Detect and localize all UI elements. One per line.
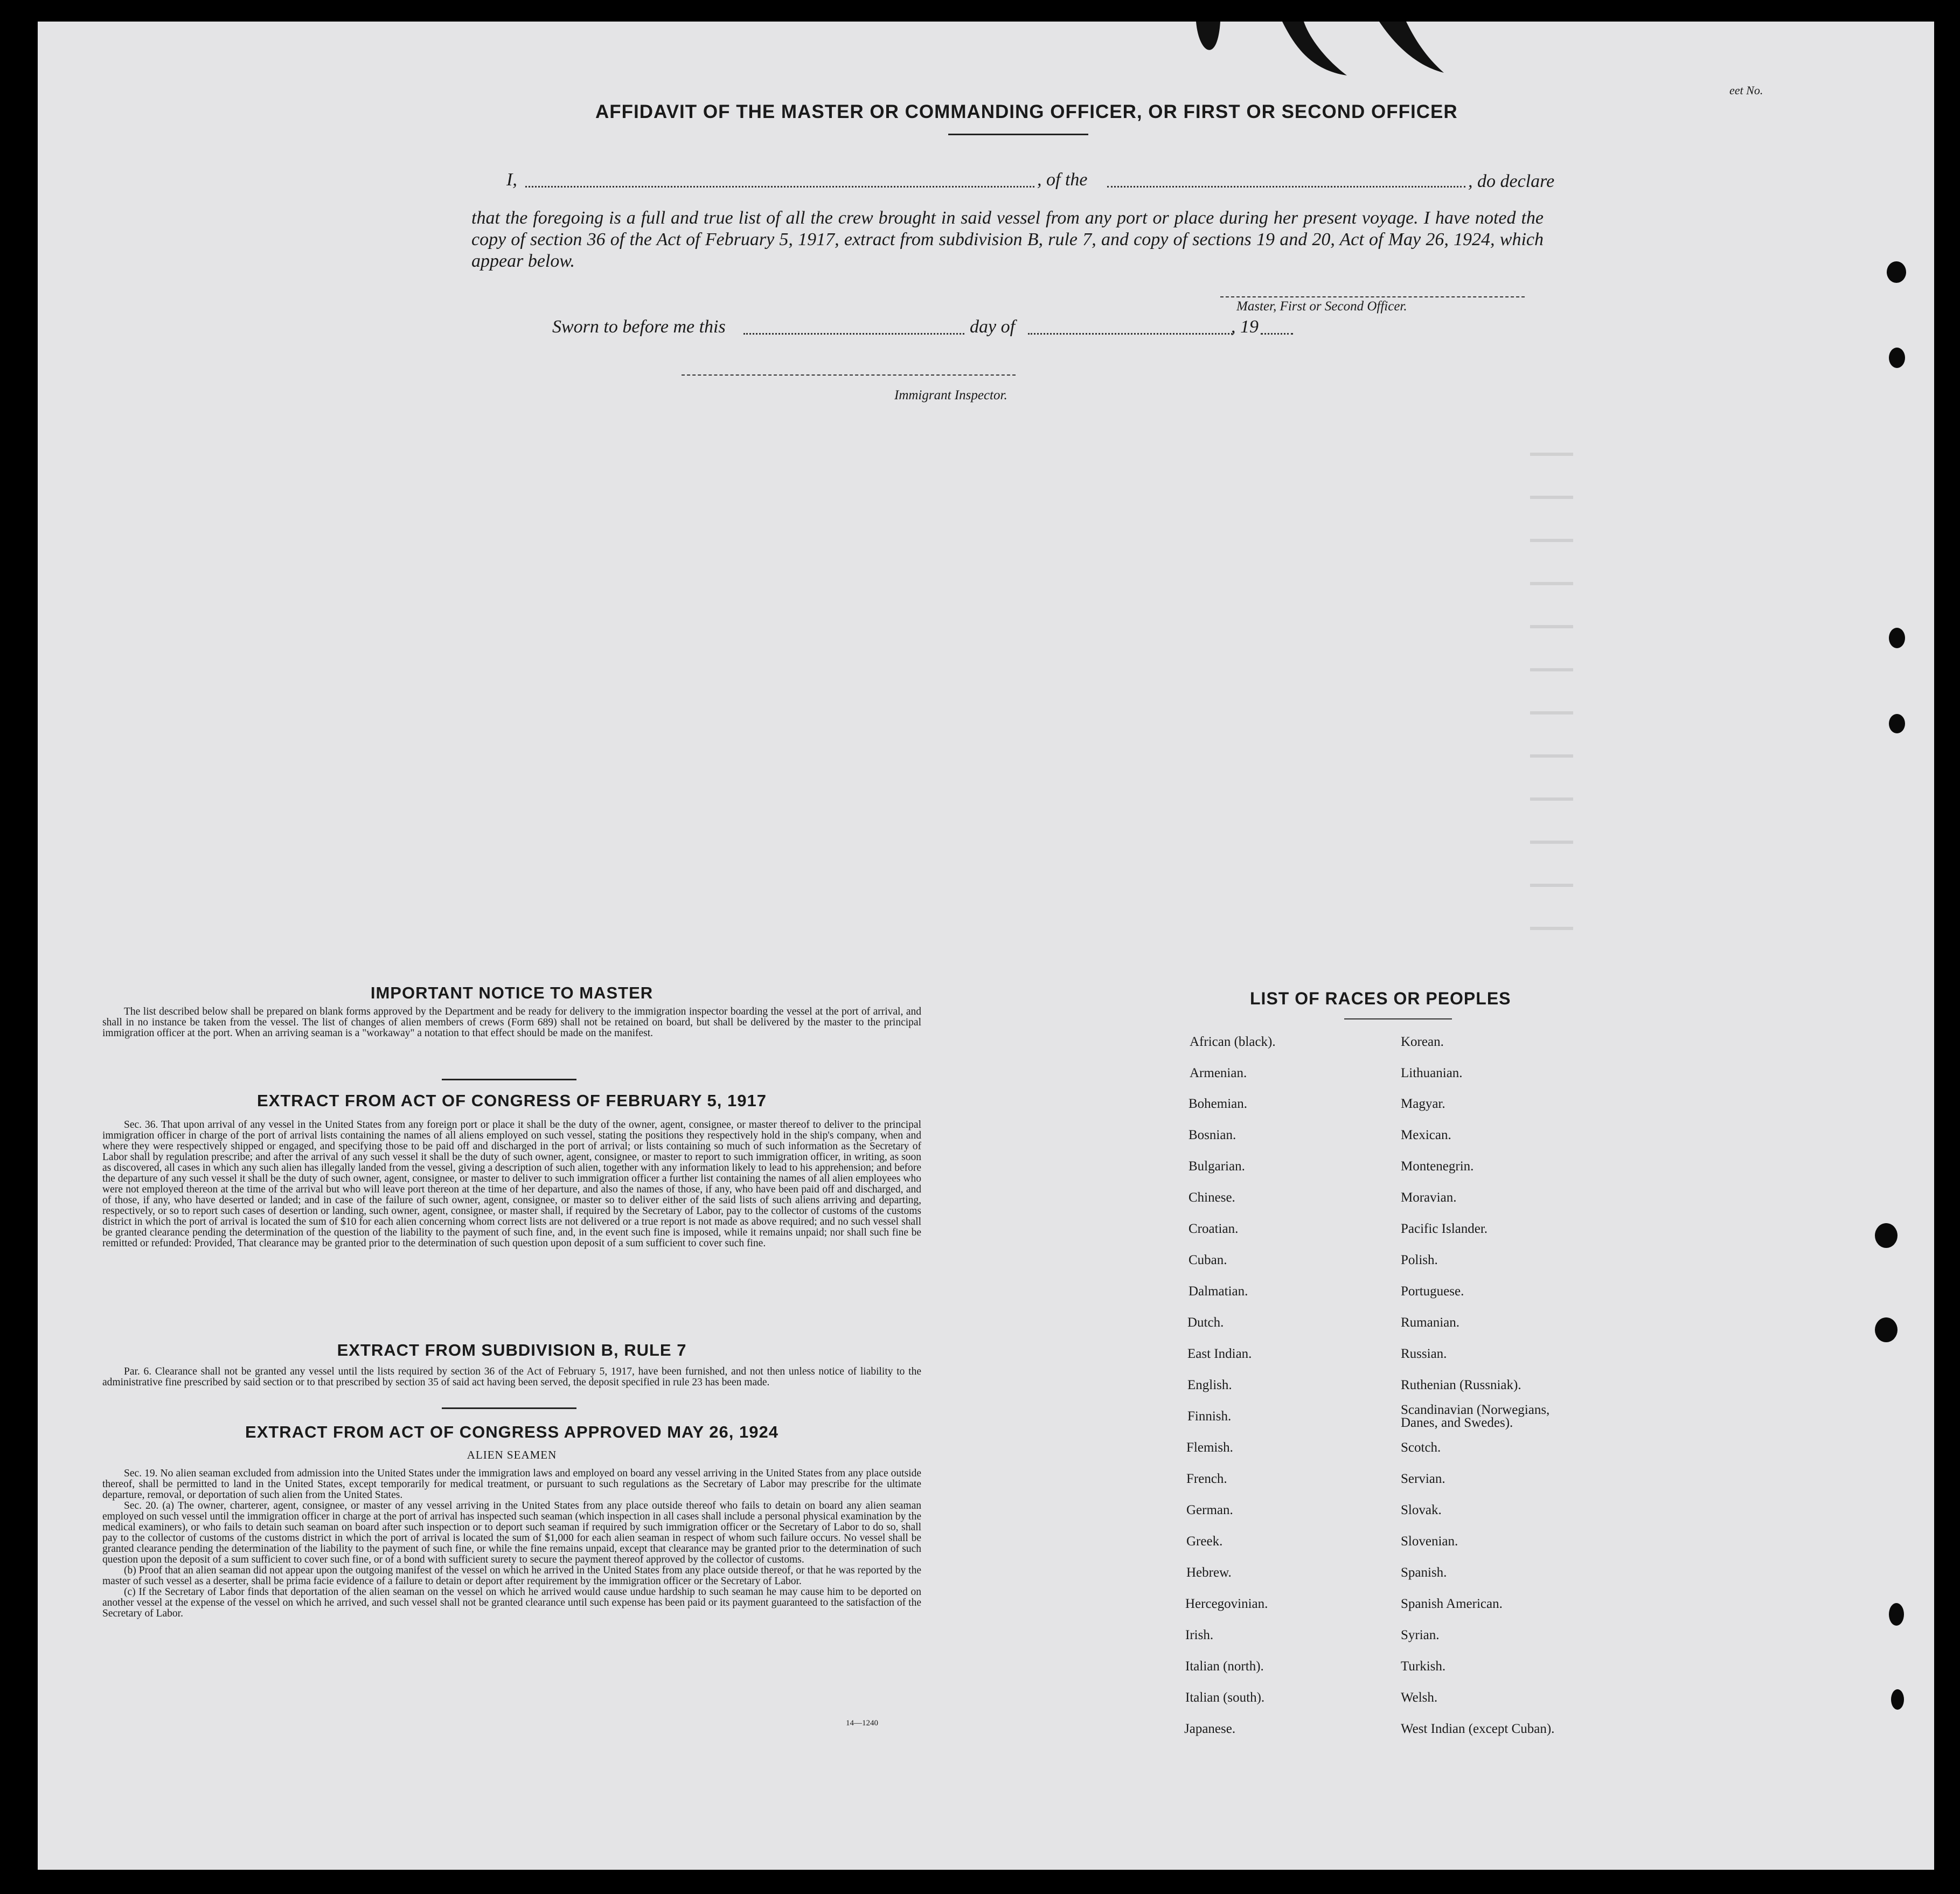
extract-1924-subtitle: ALIEN SEAMEN [467,1448,557,1461]
race-item: Moravian. [1401,1190,1457,1205]
notice-body: The list described below shall be prepared on blank forms approved by the Department and be ready for delivery to the immigration inspector boarding the vessel at the port of arrival, and shall in no instance be taken from the vessel. The list of changes of alien members of crews (Form 689) shall not be retained on board, but shall be delivered by the master to the principal immigration officer at the port. When an arriving seaman is a "workaway" a notation to that effect should be made on the manifest. [102,1006,921,1039]
sec-20a-paragraph: Sec. 20. (a) The owner, charterer, agent, consignee, or master of any vessel arriving in the United States from any place outside thereof who fails to detain on board any alien seaman employed on such vessel until the immigration officer in charge at the port of arrival has inspected such seaman (which inspection in all cases shall include a personal physical examination by the medical examiners), or who fails to detain such seaman on board after such inspection or to deport such seaman if required by such immigration officer or the Secretary of Labor to do so, shall pay to the collector of customs of the customs district in which the port of arrival is located the sum of $1,000 for each alien seaman in respect of whom such failure occurs. No vessel shall be granted clearance pending the determination of the liability to the payment of such fine, or while the fine remains unpaid, except that clearance may be granted prior to the determination of such question upon the deposit of a sum sufficient to cover such fine, or of a bond with sufficient surety to secure the payment thereof approved by the collector of customs. [102,1500,921,1565]
race-item: Scandinavian (Norwegians, Danes, and Swedes). [1401,1403,1550,1430]
race-item: Hebrew. [1186,1565,1232,1580]
race-item: French. [1186,1472,1227,1486]
race-item: Bosnian. [1188,1128,1236,1142]
race-item: Irish. [1185,1628,1214,1642]
race-item: Syrian. [1401,1628,1440,1642]
race-item: Spanish American. [1401,1597,1503,1611]
binder-hole [1875,1223,1898,1248]
document-page [38,22,1934,1870]
notice-divider [442,1079,576,1080]
extract-rule7-body: Par. 6. Clearance shall not be granted any vessel until the lists required by section 36 of the Act of February 5, 1917, have been furnished, and not then unless notice of liability to the administrative fine prescribed by said section or to that prescribed by section 35 of said act having been served, the deposit specified in rule 23 has been made. [102,1366,921,1388]
affidavit-body: that the foregoing is a full and true list of all the crew brought in said vessel from any port or place during her present voyage. I have noted the copy of section 36 of the Act of February 5, 1917, extract from subdivision B, rule 7, and copy of sections 19 and 20, Act of May 26, 1924, which appear below. [471,208,1544,271]
title-divider [948,134,1088,135]
sheet-number-label: eet No. [1729,84,1763,97]
affidavit-title: AFFIDAVIT OF THE MASTER OR COMMANDING OFFICER, OR FIRST OR SECOND OFFICER [595,101,1458,122]
sworn-label: Sworn to before me this [552,317,726,337]
race-item: East Indian. [1187,1347,1252,1361]
form-number: 14—1240 [846,1719,878,1728]
binder-hole [1889,348,1905,368]
year-prefix-label: , 19 [1231,317,1259,337]
binder-hole [1889,628,1905,648]
race-item: Portuguese. [1401,1284,1464,1299]
race-item: Finnish. [1187,1409,1232,1424]
race-item: Dalmatian. [1188,1284,1248,1299]
race-item: Magyar. [1401,1097,1445,1111]
race-item: Ruthenian (Russniak). [1401,1378,1521,1392]
race-item: Mexican. [1401,1128,1451,1142]
races-divider [1344,1018,1452,1019]
race-item: English. [1187,1378,1232,1392]
race-item: Italian (south). [1185,1690,1265,1705]
race-item: Scotch. [1401,1440,1441,1455]
race-item: Russian. [1401,1347,1447,1361]
extract-1917-title: EXTRACT FROM ACT OF CONGRESS OF FEBRUARY 5, 1917 [257,1091,767,1110]
race-item: Bohemian. [1188,1097,1248,1111]
race-item: Italian (north). [1185,1659,1264,1674]
race-item: Chinese. [1188,1190,1235,1205]
sworn-year-field[interactable] [1261,333,1293,335]
race-item: Pacific Islander. [1401,1222,1488,1236]
extract-1917-body: Sec. 36. That upon arrival of any vessel in the United States from any foreign port or place it shall be the duty of the owner, agent, consignee, or master thereof to deliver to the principal immigration officer in charge of the port of arrival lists containing the names of all aliens employed on such vessel, stating the positions they respectively hold in the ship's company, when and where they were respectively shipped or engaged, and specifying those to be paid off and discharged in the port of arrival; or lists containing so much of such information as the Secretary of Labor shall by regulation prescribe; and after the arrival of any such vessel it shall be the duty of such owner, agent, consignee, or master to report to such immigration officer, in writing, as soon as discovered, all cases in which any such alien has illegally landed from the vessel, giving a description of such alien, together with any information likely to lead to his apprehension; and before the departure of any such vessel it shall be the duty of such owner, agent, consignee, or master to deliver to such immigration officer a further list containing the names of all alien employees who were not employed thereon at the time of the arrival but who will leave port thereon at the time of her departure, and also the names of those, if any, who have been paid off and discharged, and of those, if any, who have deserted or landed; and in case of the failure of such owner, agent, consignee, or master so to deliver either of the said lists of such aliens arriving and departing, respectively, or so to report such cases of desertion or landing, such owner, agent, consignee, or master shall, if required by the Secretary of Labor, pay to the collector of customs of the customs district in which the port of arrival is located the sum of $10 for each alien concerning whom correct lists are not delivered or a true report is not made as above required; and no such vessel shall be granted clearance pending the determination of the question of the liability to the payment of such fine, and, in the event such fine is imposed, while it remains unpaid; nor shall such fine be remitted or refunded: Provided, That clearance may be granted prior to the determination of such question upon deposit of a sum sufficient to cover such fine. [102,1119,921,1249]
race-item: Polish. [1401,1253,1438,1267]
inspector-signature-caption: Immigrant Inspector. [894,388,1007,403]
torn-edge [1185,22,1465,81]
race-item: West Indian (except Cuban). [1401,1722,1555,1736]
race-item: Hercegovinian. [1185,1597,1268,1611]
sworn-month-field[interactable] [1028,333,1233,335]
sec-20b-paragraph: (b) Proof that an alien seaman did not appear upon the outgoing manifest of the vessel on which he arrived in the United States from any place outside thereof, or that he was reported by the master of such vessel as a deserter, shall be prima facie evidence of a failure to detain or deport after requirement by the immigration officer or the Secretary of Labor. [102,1565,921,1587]
race-item: Croatian. [1188,1222,1239,1236]
race-item: Korean. [1401,1035,1444,1049]
declarant-prefix: I, [506,170,517,190]
of-the-label: , of the [1037,170,1088,190]
race-item: Japanese. [1184,1722,1236,1736]
race-item: Turkish. [1401,1659,1446,1674]
bleed-through-marks [1530,453,1853,1207]
master-signature-caption: Master, First or Second Officer. [1236,299,1407,314]
do-declare-label: , do declare [1468,171,1555,191]
race-item: Flemish. [1186,1440,1233,1455]
binder-hole [1891,1689,1904,1710]
sec-19-paragraph: Sec. 19. No alien seaman excluded from admission into the United States under the immigration laws and employed on board any vessel arriving in the United States from any place outside thereof, shall be permitted to land in the United States, except temporarily for medical treatment, or pursuant to such regulations as the Secretary of Labor may prescribe for the ultimate departure, removal, or deportation of such alien from the United States. [102,1468,921,1501]
sworn-day-field[interactable] [743,333,964,335]
race-item: Cuban. [1188,1253,1227,1267]
race-item: Lithuanian. [1401,1066,1463,1080]
races-title: LIST OF RACES OR PEOPLES [1250,989,1511,1008]
notice-title: IMPORTANT NOTICE TO MASTER [370,983,654,1002]
race-item: Servian. [1401,1472,1445,1486]
race-item: Slovak. [1401,1503,1442,1517]
race-item: German. [1186,1503,1233,1517]
race-item: African (black). [1190,1035,1276,1049]
master-signature-line[interactable] [1220,296,1525,297]
binder-hole [1887,261,1906,283]
race-item: Spanish. [1401,1565,1447,1580]
race-item: Greek. [1186,1534,1223,1549]
sec-20c-paragraph: (c) If the Secretary of Labor finds that deportation of the alien seaman on the vessel on which he arrived would cause undue hardship to such seaman he may cause him to be deported on another vessel at the expense of the vessel on which he arrived, and such vessel shall not be granted clearance until such expense has been paid or its payment guaranteed to the satisfaction of the Secretary of Labor. [102,1586,921,1619]
race-item: Montenegrin. [1401,1159,1474,1174]
race-item: Armenian. [1190,1066,1247,1080]
race-item: Bulgarian. [1188,1159,1245,1174]
race-item: Welsh. [1401,1690,1438,1705]
rule7-divider [442,1407,576,1409]
vessel-name-field[interactable] [1107,186,1465,188]
extract-1924-body [102,1468,921,1619]
inspector-signature-line[interactable] [682,374,1016,376]
binder-hole [1889,1603,1904,1626]
extract-rule7-title: EXTRACT FROM SUBDIVISION B, RULE 7 [337,1341,687,1359]
declarant-name-field[interactable] [525,186,1034,188]
race-item: Rumanian. [1401,1315,1460,1330]
extract-1924-title: EXTRACT FROM ACT OF CONGRESS APPROVED MAY 26, 1924 [245,1423,779,1441]
race-item: Slovenian. [1401,1534,1458,1549]
day-of-label: day of [970,317,1016,337]
binder-hole [1875,1317,1898,1342]
binder-hole [1889,714,1905,733]
race-item: Dutch. [1187,1315,1224,1330]
